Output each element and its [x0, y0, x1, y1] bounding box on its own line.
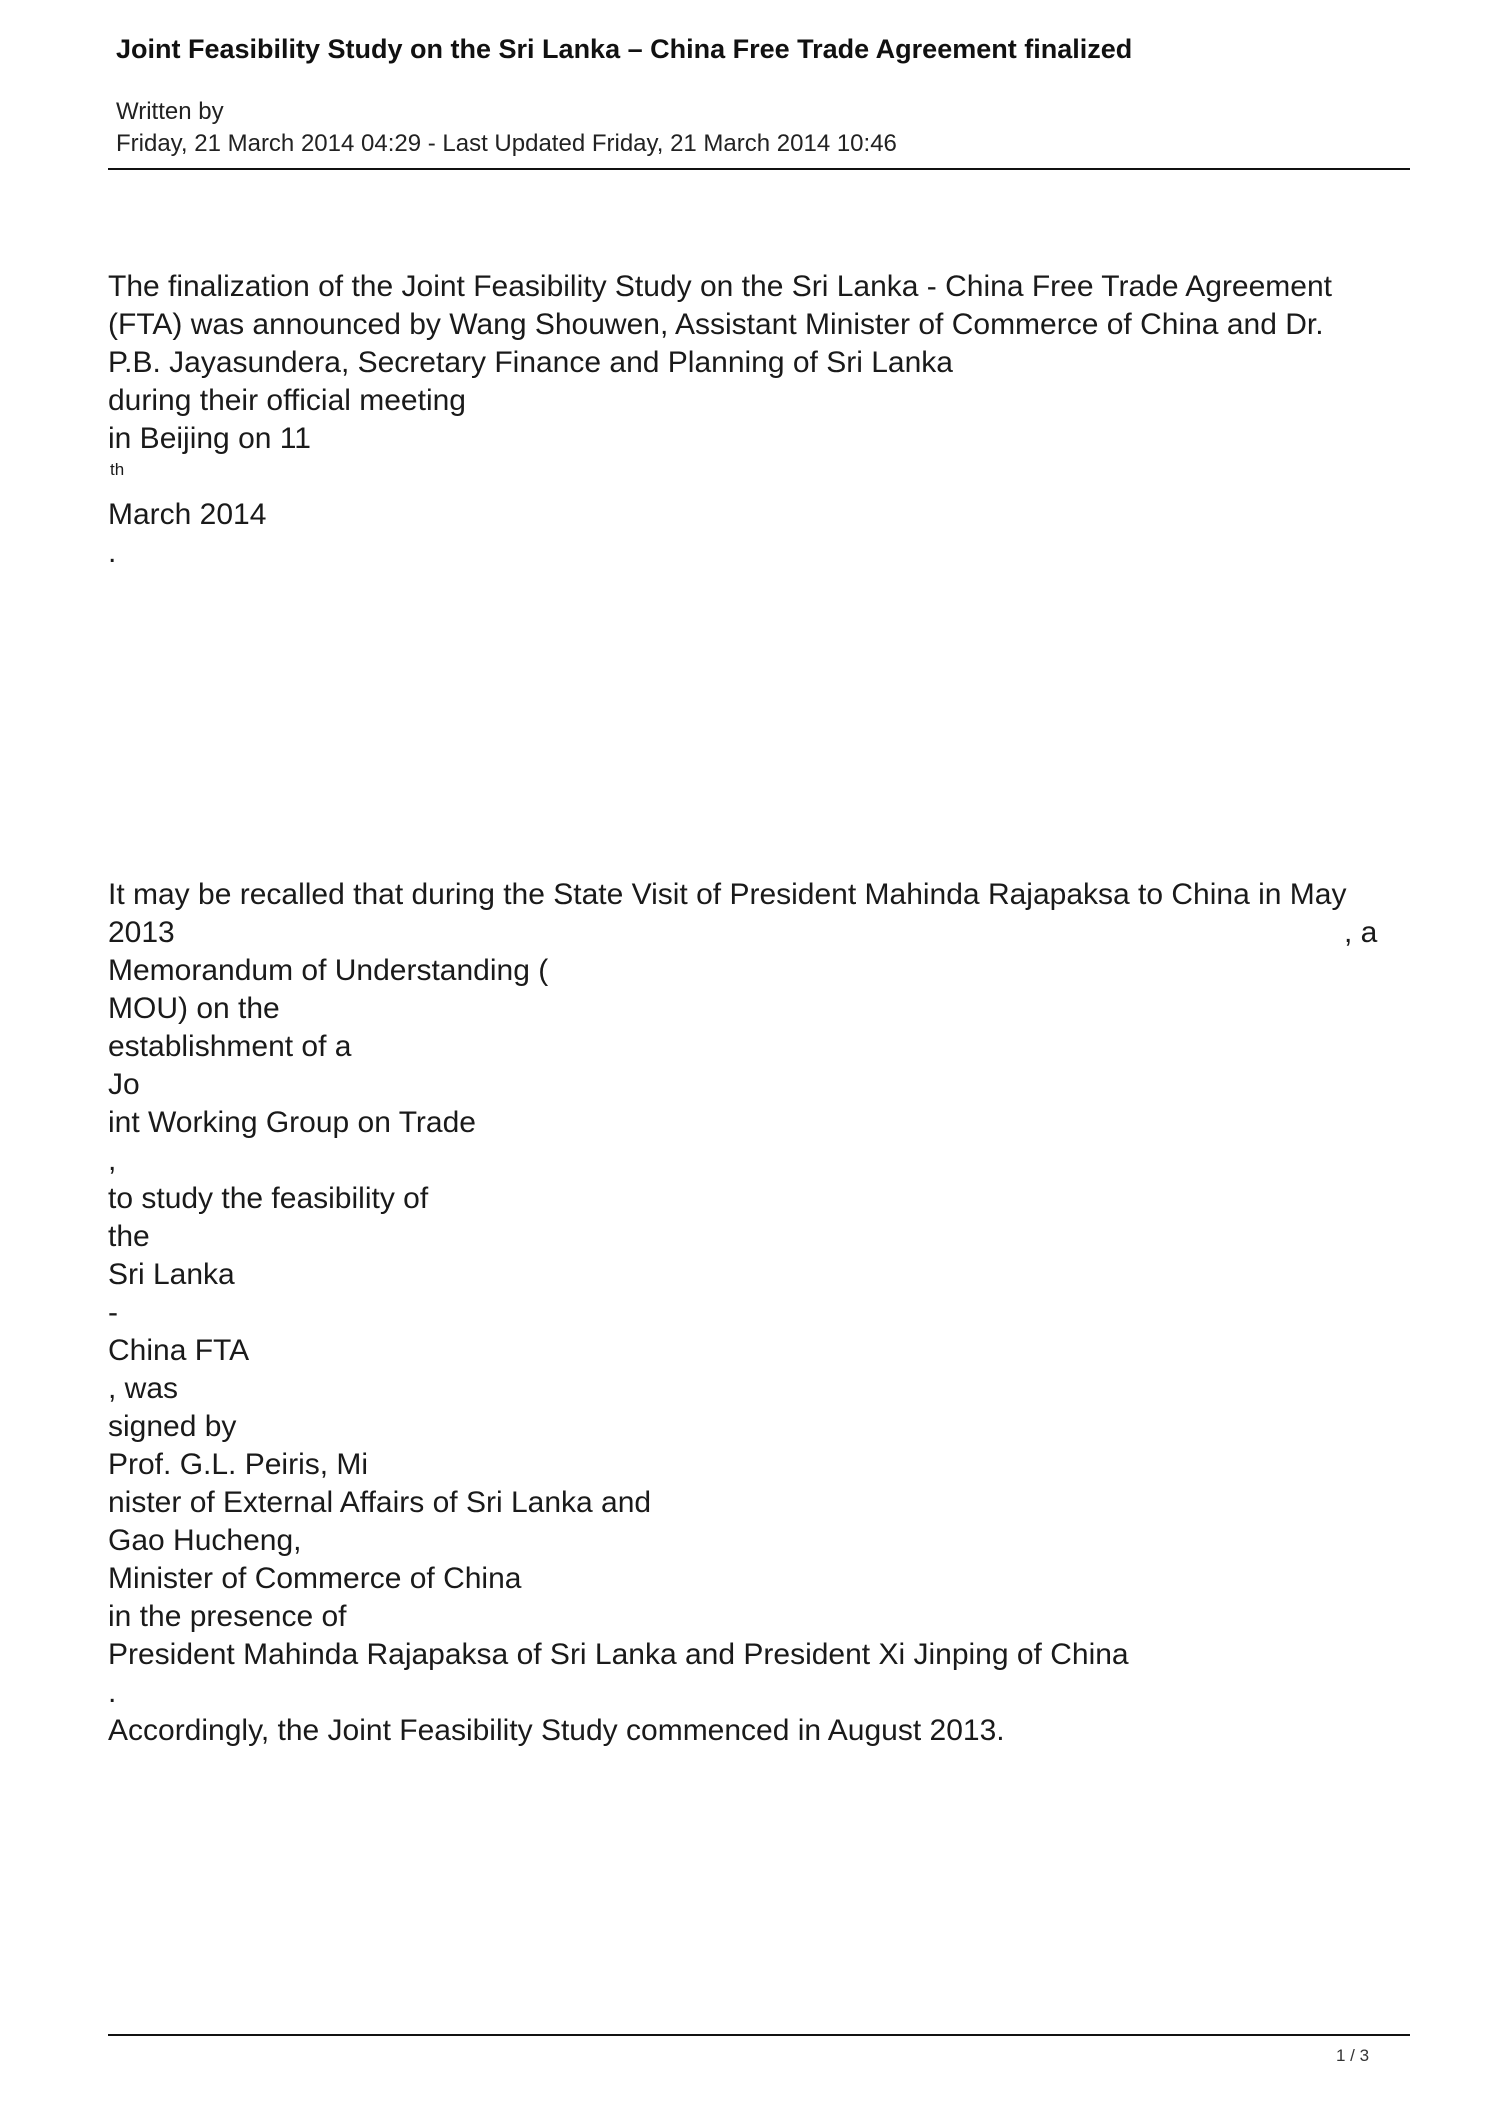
- paragraph2-line: signed by: [108, 1410, 237, 1443]
- paragraph1-date: March 2014: [108, 498, 267, 531]
- author-line: Written by: [116, 98, 224, 125]
- paragraph2-line: ,: [108, 1144, 117, 1177]
- paragraph2-line: 2013: [108, 916, 175, 949]
- paragraph2-line: Accordingly, the Joint Feasibility Study commenced in August 2013.: [108, 1714, 1005, 1747]
- paragraph2-line: Sri Lanka: [108, 1258, 235, 1291]
- paragraph2-line: to study the feasibility of: [108, 1182, 429, 1215]
- paragraph2-line: Prof. G.L. Peiris, Mi: [108, 1448, 369, 1481]
- paragraph2-line: China FTA: [108, 1334, 250, 1367]
- paragraph2-line-tail: , a: [1344, 916, 1378, 949]
- paragraph2-line: nister of External Affairs of Sri Lanka and: [108, 1486, 652, 1519]
- page-number: 1 / 3: [1336, 2046, 1370, 2065]
- date-superscript: th: [110, 460, 125, 479]
- paragraph2-line: President Mahinda Rajapaksa of Sri Lanka and President Xi Jinping of China: [108, 1638, 1129, 1671]
- header-divider: [108, 168, 1410, 170]
- paragraph2-line: .: [108, 1676, 117, 1709]
- paragraph2-line: Jo: [108, 1068, 140, 1101]
- footer-divider: [108, 2034, 1410, 2036]
- paragraph2-line: It may be recalled that during the State Visit of President Mahinda Rajapaksa to China in May: [108, 878, 1347, 911]
- paragraph2-line: the: [108, 1220, 150, 1253]
- paragraph2-line: establishment of a: [108, 1030, 352, 1063]
- paragraph2-line: Memorandum of Understanding (: [108, 954, 549, 987]
- page-title: Joint Feasibility Study on the Sri Lanka – China Free Trade Agreement finalized: [116, 34, 1133, 64]
- paragraph2-line: MOU) on the: [108, 992, 280, 1025]
- paragraph2-line: -: [108, 1296, 118, 1329]
- date-line: Friday, 21 March 2014 04:29 - Last Updated Friday, 21 March 2014 10:46: [116, 130, 897, 157]
- paragraph2-line: Minister of Commerce of China: [108, 1562, 522, 1595]
- paragraph1-line: in Beijing on 11: [108, 422, 311, 455]
- paragraph2-line: Gao Hucheng,: [108, 1524, 302, 1557]
- paragraph2-line: in the presence of: [108, 1600, 347, 1633]
- paragraph1-period: .: [108, 536, 117, 569]
- paragraph1-line: P.B. Jayasundera, Secretary Finance and Planning of Sri Lanka: [108, 346, 953, 379]
- paragraph1-line: during their official meeting: [108, 384, 466, 417]
- paragraph1-line: (FTA) was announced by Wang Shouwen, Assistant Minister of Commerce of China and Dr.: [108, 308, 1324, 341]
- paragraph2-line: , was: [108, 1372, 179, 1405]
- paragraph2-line: int Working Group on Trade: [108, 1106, 476, 1139]
- paragraph1-line: The finalization of the Joint Feasibility Study on the Sri Lanka - China Free Trade Agreement: [108, 270, 1332, 303]
